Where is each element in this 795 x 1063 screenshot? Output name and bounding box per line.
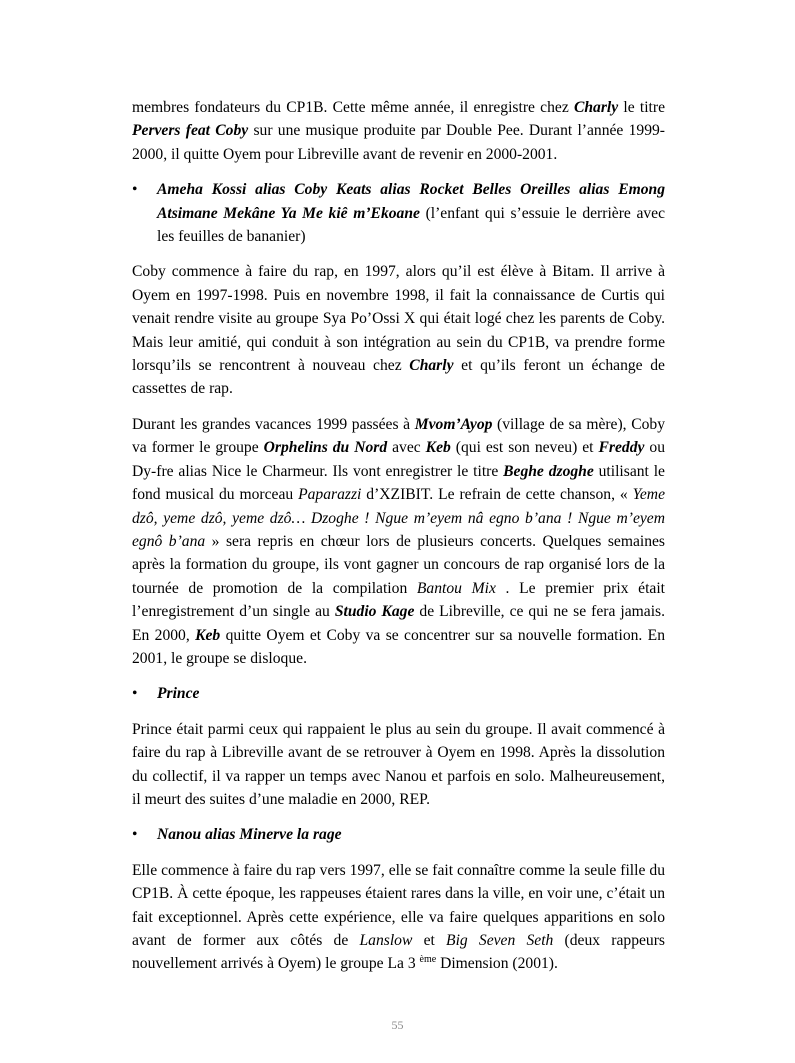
song-title: Beghe dzoghe (503, 462, 594, 480)
text-run: avec (387, 439, 426, 457)
text-run: utilisant le fond musical du morceau (132, 462, 665, 504)
text-run: et (412, 932, 447, 949)
bullet-item-coby (132, 178, 665, 248)
artist-name: Freddy (598, 439, 645, 457)
studio-name: Studio Kage (334, 603, 415, 621)
text-run: Elle commence à faire du rap vers 1997, elle se fait connaître comme la seule fille du CP1B. À cette époque, les rappeuses étaient rares dans la ville, en voir une, c’était un fait exceptionnel. Après cette expérience, elle va faire quelques apparitions en solo avant de former aux côtés de (132, 861, 665, 949)
text-run: quitte Oyem et Coby va se concentrer sur sa nouvelle formation. En 2001, le groupe se disloque. (132, 626, 665, 667)
compilation-name: Bantou Mix (416, 579, 496, 597)
text-run: et qu’ils feront un échange de cassettes de rap. (132, 357, 665, 398)
artist-name: Lanslow (359, 932, 413, 949)
text-run: » sera repris en chœur lors de plusieurs concerts. Quelques semaines après la formation du groupe, ils vont gagner un concours de rap organisé lors de la tournée de promotion de la compilation (132, 532, 665, 597)
page-number: 55 (391, 1018, 404, 1032)
text-run: . Le premier prix était l’enregistrement d’un single au (132, 579, 665, 621)
text-run: d’XZIBIT. Le refrain de cette chanson, « (361, 486, 633, 504)
artist-name: Ameha Kossi alias Coby Keats alias Rocket Belles Oreilles alias Emong Atsimane Mekâne Ya Me kiê m’Ekoane (157, 181, 665, 222)
bullet-icon: • (132, 685, 138, 703)
text-run: Durant les grandes vacances 1999 passées à (132, 415, 415, 433)
text-run: membres fondateurs du CP1B. Cette même année, il enregistre chez (132, 99, 574, 116)
paragraph-coby (132, 260, 665, 400)
group-name: Orphelins du Nord (263, 439, 388, 457)
artist-name: Prince (157, 685, 200, 703)
bullet-icon: • (132, 826, 138, 844)
place-name: Mvom’Ayop (414, 415, 493, 433)
paragraph-orphelins (132, 413, 665, 670)
artist-name: Big Seven Seth (446, 932, 554, 949)
name-charly: Charly (409, 357, 454, 375)
text-run: (village de sa mère), Coby va former le groupe (132, 415, 666, 457)
text-run: Coby commence à faire du rap, en 1997, alors qu’il est élève à Bitam. Il arrive à Oyem en 1997-1998. Puis en novembre 1998, il fait la connaissance de Curtis qui venait rendre visite au groupe Sya Po’Ossi X qui était logé chez les parents de Coby. Mais leur amitié, qui conduit à son intégration au sein du CP1B, va prendre forme lorsqu’ils se rencontrent à nouveau chez (132, 263, 665, 375)
artist-name: Keb (195, 626, 221, 644)
text-run: le titre (618, 99, 665, 116)
text-run: (qui est son neveu) et (450, 439, 599, 457)
paragraph-nanou (132, 859, 665, 976)
text-run: Dimension (2001). (436, 955, 558, 973)
text-run: ou Dy-fre alias Nice le Charmeur. Ils vont enregistrer le titre (132, 439, 665, 480)
page-content (132, 96, 665, 976)
text-run: de Libreville, ce qui ne se fera jamais. En 2000, (132, 603, 665, 644)
artist-name: Keb (425, 439, 451, 457)
artist-description: (l’enfant qui s’essuie le derrière avec les feuilles de bananier) (157, 204, 666, 246)
song-title: Pervers feat Coby (132, 122, 249, 140)
artist-name: Nanou alias Minerve la rage (157, 826, 342, 844)
song-lyric: Yeme dzô, yeme dzô, yeme dzô… Dzoghe ! Ngue m’eyem nâ egno b’ana ! Ngue m’eyem egnô b’ana (132, 486, 665, 550)
ordinal-superscript: ème (419, 954, 437, 966)
paragraph-cp1b-founders (132, 96, 665, 166)
bullet-item-prince (132, 682, 665, 705)
bullet-icon: • (132, 181, 138, 199)
bullet-item-nanou (132, 823, 665, 846)
song-title: Paparazzi (298, 486, 362, 504)
text-run: sur une musique produite par Double Pee. Durant l’année 1999-2000, il quitte Oyem pour Libreville avant de revenir en 2000-2001. (132, 122, 665, 163)
paragraph-prince: Prince était parmi ceux qui rappaient le plus au sein du groupe. Il avait commencé à faire du rap à Libreville avant de se retrouver à Oyem en 1998. Après la dissolution du collectif, il va rapper un temps avec Nanou et parfois en solo. Malheureusement, il meurt des suites d’une maladie en 2000, REP. (132, 720, 665, 808)
name-charly: Charly (573, 99, 619, 116)
text-run: (deux rappeurs nouvellement arrivés à Oyem) le groupe La 3 (132, 932, 665, 973)
